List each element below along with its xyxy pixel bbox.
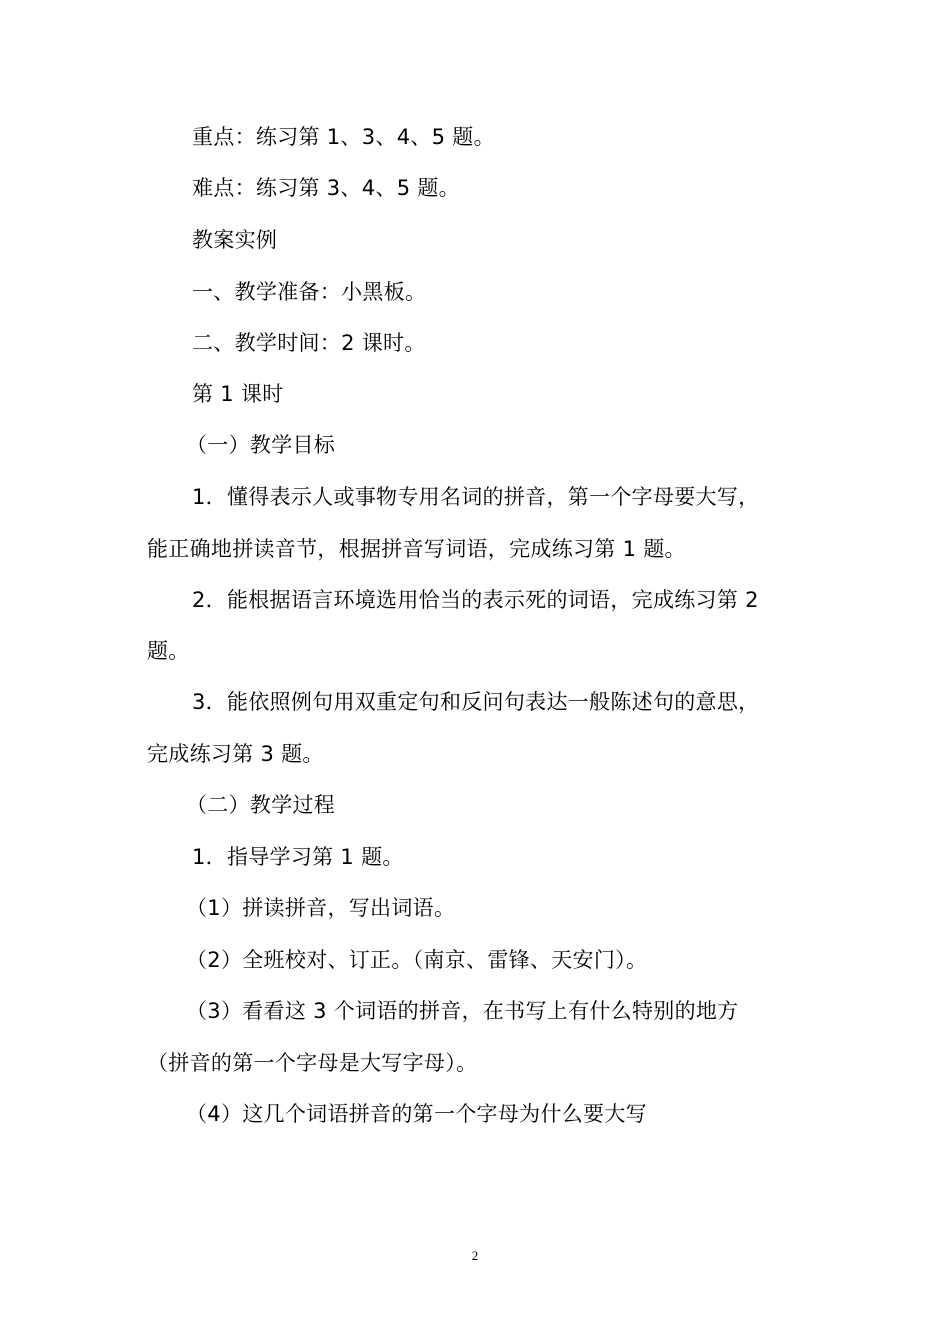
objective-1-line-2: 能正确地拼读音节，根据拼音写词语，完成练习第 1 题。: [147, 537, 686, 561]
page-number: 2: [471, 1248, 479, 1263]
objective-1-line-1: 1．懂得表示人或事物专用名词的拼音，第一个字母要大写，: [192, 485, 760, 509]
lesson-one-heading: 第 1 课时: [192, 382, 284, 406]
process-substep-3-line-2: （拼音的第一个字母是大写字母）。: [147, 1051, 478, 1075]
objective-3-line-2: 完成练习第 3 题。: [147, 742, 324, 766]
process-substep-1: （1）拼读拼音，写出词语。: [186, 896, 456, 920]
process-substep-4: （4）这几个词语拼音的第一个字母为什么要大写: [186, 1102, 647, 1126]
objective-2-line-2: 题。: [147, 639, 190, 663]
process-substep-3-line-1: （3）看看这 3 个词语的拼音，在书写上有什么特别的地方: [186, 999, 739, 1023]
process-step-1: 1．指导学习第 1 题。: [192, 845, 404, 869]
key-points-line: 重点：练习第 1、3、4、5 题。: [192, 125, 495, 149]
process-substep-2: （2）全班校对、订正。（南京、雷锋、天安门）。: [186, 948, 648, 972]
teaching-process-heading: （二）教学过程: [186, 793, 336, 817]
difficult-points-line: 难点：练习第 3、4、5 题。: [192, 176, 460, 200]
objective-2-line-1: 2．能根据语言环境选用恰当的表示死的词语，完成练习第 2: [192, 588, 759, 612]
teaching-time-line: 二、教学时间：2 课时。: [192, 331, 426, 355]
teaching-objectives-heading: （一）教学目标: [186, 433, 336, 457]
teaching-preparation-line: 一、教学准备：小黑板。: [192, 280, 427, 304]
objective-3-line-1: 3．能依照例句用双重定句和反问句表达一般陈述句的意思，: [192, 690, 760, 714]
section-heading-lesson-example: 教案实例: [192, 228, 278, 252]
